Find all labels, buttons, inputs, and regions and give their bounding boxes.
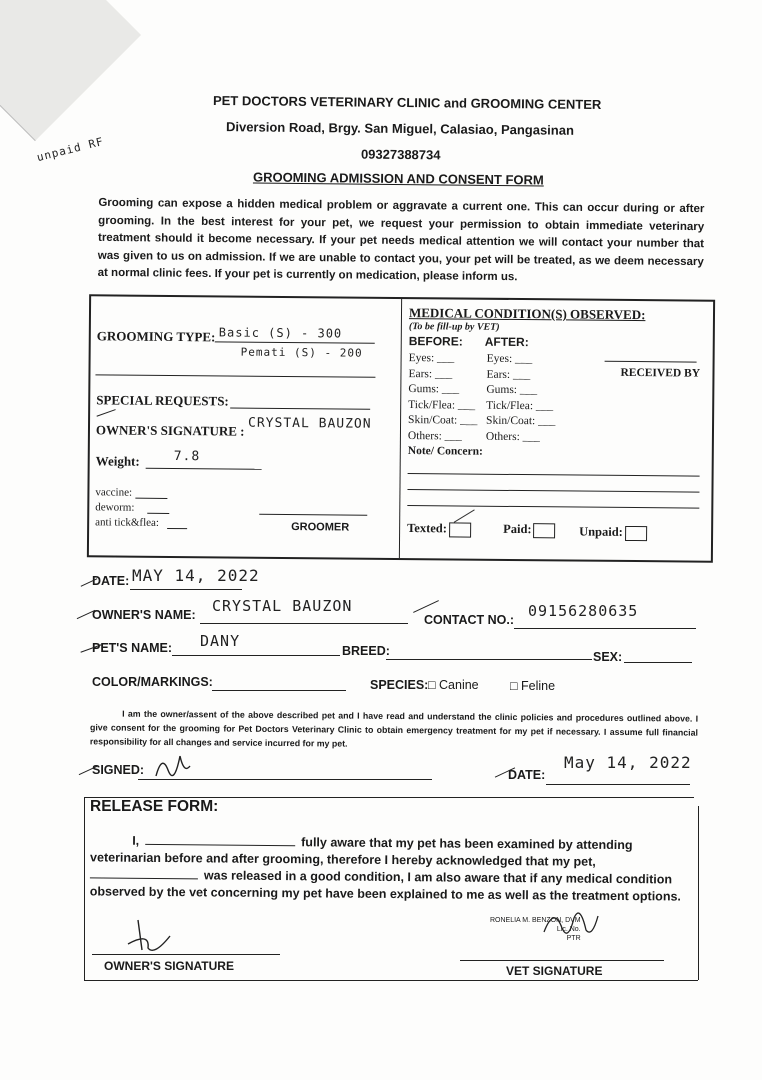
note-concern-label: Note/ Concern: (407, 445, 483, 458)
form-title: GROOMING ADMISSION AND CONSENT FORM (252, 169, 544, 188)
sex-line[interactable] (624, 662, 692, 663)
weight-line (146, 468, 262, 470)
before-gums[interactable]: Gums: ___ (408, 383, 460, 396)
unpaid-checkbox[interactable] (625, 526, 647, 541)
release-line-1a: I, (132, 833, 140, 848)
date-value[interactable]: MAY 14, 2022 (132, 566, 260, 585)
box-divider (399, 299, 402, 558)
vet-stamp-name: RONELIA M. BENZON, DVM (490, 917, 581, 924)
date-line (130, 589, 242, 590)
before-skin-coat[interactable]: Skin/Coat: ___ (408, 414, 478, 427)
color-markings-label: COLOR/MARKINGS: (92, 675, 213, 689)
owner-signature-line (92, 954, 280, 955)
paid-checkbox-row[interactable] (503, 522, 556, 538)
after-others[interactable]: Others: ___ (485, 430, 540, 443)
pet-name-label: PET'S NAME: (92, 641, 173, 655)
breed-label: BREED: (342, 644, 390, 658)
signed-signature-mark[interactable] (150, 750, 196, 780)
signed-label: SIGNED: (92, 763, 145, 777)
texted-checkbox[interactable] (449, 522, 471, 537)
paid-checkbox[interactable] (534, 523, 556, 538)
clinic-address: Diversion Road, Brgy. San Miguel, Calasiao, Pangasinan (225, 119, 575, 138)
deworm-label: deworm: (95, 501, 135, 514)
color-markings-line[interactable] (212, 690, 346, 691)
release-pet-name-blank[interactable] (90, 877, 198, 879)
release-line-2: veterinarian before and after grooming, therefore I hereby acknowledged that my pet, (90, 850, 596, 869)
received-by-label: RECEIVED BY (620, 366, 701, 380)
unpaid-label: Unpaid: (579, 524, 623, 539)
vet-stamp-license: Lic. No. (556, 926, 581, 933)
after-label: AFTER: (484, 334, 529, 350)
release-title: RELEASE FORM: (90, 798, 219, 815)
release-bottom-rule (84, 980, 698, 981)
grooming-blank-line (95, 374, 375, 377)
before-others[interactable]: Others: ___ (407, 429, 462, 443)
paid-label: Paid: (503, 521, 532, 537)
signature-tick-mark (97, 409, 116, 417)
owner-signature-value[interactable]: CRYSTAL BAUZON (247, 415, 372, 432)
owner-name-label: OWNER'S NAME: (92, 608, 196, 622)
grooming-type-value-2[interactable]: Pemati (S) - 200 (240, 345, 363, 360)
contact-tick-mark (413, 600, 439, 613)
medical-subtitle: (To be fill-up by VET) (408, 321, 500, 333)
vet-signature-caption: VET SIGNATURE (506, 964, 603, 978)
signed-date-label: DATE: (508, 768, 546, 782)
grooming-type-value-1[interactable]: Basic (S) - 300 (218, 325, 343, 341)
texted-label: Texted: (407, 521, 448, 536)
medical-title: MEDICAL CONDITION(S) OBSERVED: (408, 305, 646, 323)
clinic-name: PET DOCTORS VETERINARY CLINIC and GROOMING CENTER (212, 92, 602, 113)
signed-date-value[interactable]: May 14, 2022 (564, 753, 692, 772)
signed-date-line (546, 784, 690, 785)
after-checklist (486, 352, 556, 446)
note-line-1[interactable] (408, 473, 700, 477)
before-eyes[interactable]: Eyes: ___ (408, 352, 455, 365)
margin-note: unpaid RF (35, 134, 106, 165)
pet-name-value[interactable]: DANY (200, 632, 241, 650)
special-requests-label: SPECIAL REQUESTS: (96, 392, 229, 409)
release-paragraph (90, 832, 687, 905)
species-label: SPECIES: (370, 678, 429, 692)
date-label: DATE: (92, 574, 130, 588)
deworm-field[interactable] (147, 513, 169, 514)
special-requests-field[interactable] (230, 408, 370, 410)
pet-name-line (172, 655, 340, 656)
weight-label: Weight: (95, 453, 140, 469)
release-line-1b: fully aware that my pet has been examined by attending (301, 835, 633, 853)
weight-value[interactable]: 7.8 (173, 449, 201, 465)
release-line-3: was released in a good condition, I am also aware that if any medical condition (203, 868, 673, 887)
after-ears[interactable]: Ears: ___ (486, 368, 531, 381)
after-gums[interactable]: Gums: ___ (486, 383, 538, 397)
after-eyes[interactable]: Eyes: ___ (486, 352, 533, 366)
release-line-4: observed by the vet concerning my pet have been explained to me as well as the treatment options. (89, 884, 681, 904)
feline-option[interactable]: □ Feline (510, 679, 556, 693)
folded-corner (0, 0, 141, 141)
groomer-label: GROOMER (291, 521, 350, 534)
owner-name-value[interactable]: CRYSTAL BAUZON (212, 597, 353, 615)
received-by-line[interactable] (605, 361, 697, 363)
unpaid-checkbox-row[interactable] (579, 525, 647, 541)
grooming-type-line (215, 341, 375, 343)
after-tick-flea[interactable]: Tick/Flea: ___ (486, 399, 554, 412)
release-owner-name-blank[interactable] (145, 844, 295, 846)
groomer-signature-line[interactable] (259, 514, 367, 516)
consent-paragraph: I am the owner/assent of the above described pet and I have read and understand the clinic policies and procedures outlined above. I give consent for the grooming for Pet Doctors Veterinary Clinic to obtain emergency treatment for my pet if necessary. I assume full financial responsibility for all changes and service incurred for my pet. (89, 708, 699, 749)
sex-label: SEX: (593, 650, 623, 664)
note-line-3[interactable] (407, 505, 699, 509)
contact-value[interactable]: 09156280635 (528, 602, 639, 620)
vet-stamp-ptr: PTR (566, 935, 581, 942)
before-checklist (408, 351, 478, 445)
breed-line[interactable] (386, 659, 592, 660)
intro-paragraph: Grooming can expose a hidden medical problem or aggravate a current one. This can occur during or after grooming. In the best interest for your pet, we request your permission to obtain immediate veterinary treatment should it become necessary. If your pet needs medical attention we will contact your number that was given to us on admission. If we are unable to contact you, your pet will be treated, as we deem necessary at normal clinic fees. If your pet is currently on medication, please inform us. (97, 196, 705, 284)
anti-tick-flea-field[interactable] (167, 528, 187, 529)
vet-signature-line (460, 960, 664, 961)
grooming-type-label: GROOMING TYPE: (96, 328, 216, 345)
texted-checkbox-row[interactable] (407, 521, 471, 537)
contact-label: CONTACT NO.: (424, 613, 515, 627)
note-line-2[interactable] (407, 489, 699, 493)
grooming-medical-box (87, 294, 715, 562)
vaccine-field[interactable] (135, 498, 167, 499)
owner-signature-mark[interactable] (120, 912, 184, 964)
release-right-rule (698, 806, 699, 980)
contact-line (514, 628, 696, 629)
after-skin-coat[interactable]: Skin/Coat: ___ (486, 414, 556, 428)
canine-option[interactable]: □ Canine (428, 678, 479, 692)
release-left-rule (84, 797, 85, 981)
texted-check-mark (454, 509, 475, 522)
signed-line (138, 779, 432, 780)
vaccine-label: vaccine: (95, 486, 133, 499)
owner-signature-label: OWNER'S SIGNATURE : (95, 422, 245, 439)
before-tick-flea[interactable]: Tick/Flea: ___ (408, 398, 476, 412)
before-ears[interactable]: Ears: ___ (408, 367, 453, 380)
owner-signature-caption: OWNER'S SIGNATURE (104, 959, 234, 973)
owner-name-line (200, 623, 408, 624)
vet-signature-mark[interactable] (540, 902, 600, 946)
clinic-phone: 09327388734 (360, 146, 441, 163)
before-label: BEFORE: (408, 334, 463, 349)
anti-tick-flea-label: anti tick&flea: (95, 516, 160, 529)
